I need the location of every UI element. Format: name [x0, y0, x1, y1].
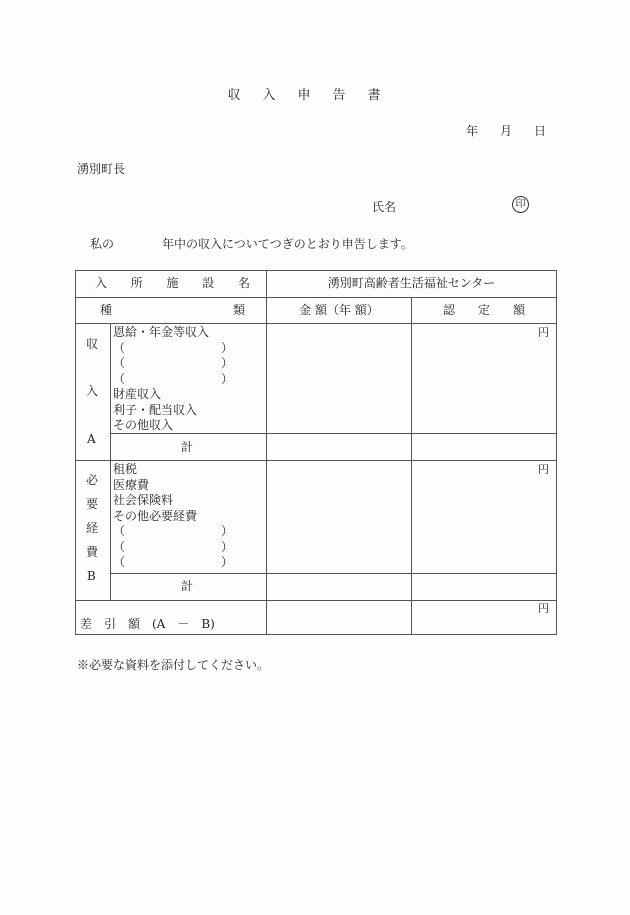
- char: 額: [512, 303, 525, 317]
- list-item: その他必要経費: [113, 508, 198, 523]
- difference-label: 差 引 額 (A － B): [80, 617, 215, 631]
- name-label: 氏名: [372, 200, 397, 214]
- income-side-1: 収: [86, 337, 99, 351]
- declaration-suffix: 年中の収入についてつぎのとおり申告します。: [162, 237, 413, 251]
- expense-side-4: 費: [86, 545, 99, 559]
- income-amount-field[interactable]: [268, 325, 410, 432]
- facility-label: [95, 276, 250, 292]
- list-item: 社会保険料: [113, 493, 174, 507]
- char: 類: [232, 303, 245, 317]
- attachment-note: ※必要な資料を添付してください。: [77, 658, 270, 672]
- income-total-label: 計: [181, 440, 194, 454]
- list-item: 租税: [113, 462, 138, 476]
- char: 種: [100, 303, 113, 317]
- expense-items: [113, 462, 233, 571]
- addressee: 湧別町長: [77, 162, 126, 176]
- day-label: 日: [534, 124, 547, 138]
- list-item: （ ）: [113, 340, 234, 355]
- income-side-3: A: [87, 432, 96, 446]
- expense-side-2: 要: [86, 497, 99, 511]
- income-items: [113, 325, 233, 434]
- list-item: 利子・配当収入: [113, 402, 198, 417]
- seal-icon: 印: [512, 196, 529, 213]
- amount-header: 金 額（年 額）: [299, 303, 379, 317]
- char: 認: [443, 303, 456, 317]
- expense-side-5: B: [87, 569, 96, 583]
- expense-yen: 円: [538, 463, 549, 476]
- page-title: 収入申告書: [227, 88, 403, 103]
- char: 所: [130, 276, 143, 290]
- char: 入: [95, 276, 108, 290]
- char: 施: [166, 276, 179, 290]
- char: 名: [237, 276, 250, 290]
- facility-name: 湧別町高齢者生活福祉センター: [327, 276, 496, 290]
- list-item: （ ）: [113, 539, 234, 554]
- list-item: 財産収入: [113, 387, 162, 401]
- list-item: （ ）: [113, 371, 234, 386]
- date-field: [466, 122, 546, 139]
- list-item: その他収入: [113, 418, 174, 432]
- kind-header: [100, 303, 245, 319]
- expense-side-1: 必: [86, 473, 99, 487]
- month-label: 月: [500, 124, 513, 138]
- income-side-2: 入: [86, 384, 99, 398]
- difference-yen: 円: [538, 602, 549, 615]
- declaration: [90, 235, 413, 252]
- year-label: 年: [466, 124, 479, 138]
- approved-header: [443, 303, 525, 319]
- list-item: （ ）: [113, 524, 234, 538]
- income-yen: 円: [538, 326, 549, 339]
- list-item: （ ）: [113, 555, 234, 569]
- list-item: 医療費: [113, 477, 150, 492]
- income-approved-field[interactable]: [413, 340, 555, 432]
- list-item: （ ）: [113, 356, 234, 370]
- char: 定: [477, 303, 490, 317]
- char: 設: [202, 276, 215, 290]
- list-item: 恩給・年金等収入: [113, 325, 210, 339]
- expense-total-label: 計: [181, 579, 194, 593]
- declaration-prefix: 私の: [90, 237, 115, 251]
- expense-side-3: 経: [86, 521, 99, 535]
